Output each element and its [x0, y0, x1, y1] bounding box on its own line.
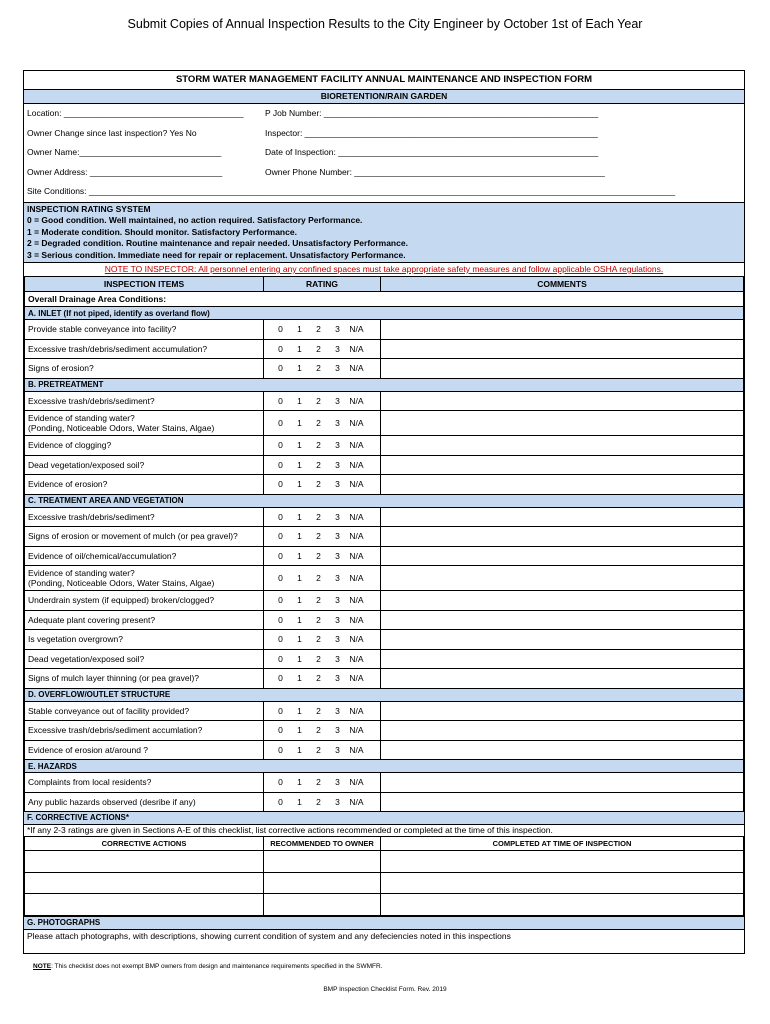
column-header-rating: RATING [264, 277, 381, 292]
rating-option[interactable]: 3 [335, 363, 340, 374]
rating-option[interactable]: 2 [316, 511, 321, 522]
rating-option[interactable]: N/A [349, 705, 364, 716]
inspection-item: Complaints from local residents? [25, 773, 264, 793]
rating-option[interactable]: N/A [349, 744, 364, 755]
table-row [25, 792, 744, 812]
section-title: B. PRETREATMENT [25, 378, 744, 391]
column-header-comments: COMMENTS [381, 277, 744, 292]
rating-option[interactable]: 0 [278, 395, 283, 406]
owner-address-field[interactable]: Owner Address: ____________________________ [27, 166, 223, 177]
rating-option[interactable]: 1 [297, 459, 302, 470]
table-row [25, 359, 744, 379]
rating-option[interactable]: N/A [349, 417, 364, 428]
corrective-cell[interactable] [381, 851, 744, 873]
rating-option[interactable]: 2 [316, 572, 321, 583]
table-row [25, 721, 744, 741]
rating-option[interactable]: 1 [297, 744, 302, 755]
rating-option[interactable]: 3 [335, 343, 340, 354]
table-row [25, 630, 744, 650]
column-header-completed: COMPLETED AT TIME OF INSPECTION [381, 837, 744, 851]
rating-option[interactable]: 2 [316, 479, 321, 490]
inspector-note [24, 262, 744, 276]
rating-option[interactable]: 0 [278, 777, 283, 788]
rating-option[interactable]: 0 [278, 653, 283, 664]
rating-option[interactable]: 2 [316, 459, 321, 470]
rating-cell [264, 339, 381, 359]
rating-option[interactable]: 0 [278, 324, 283, 335]
rating-cell [264, 391, 381, 411]
section-title: D. OVERFLOW/OUTLET STRUCTURE [25, 688, 744, 701]
rating-option[interactable]: 3 [335, 479, 340, 490]
table-row [25, 610, 744, 630]
column-header-recommended: RECOMMENDED TO OWNER [264, 837, 381, 851]
rating-option[interactable]: 3 [335, 440, 340, 451]
rating-line: 3 = Serious condition. Immediate need for repair or replacement. Unsatisfactory Performance. [27, 249, 406, 260]
rating-cell [264, 701, 381, 721]
comments-cell[interactable] [381, 320, 744, 340]
rating-option[interactable]: 2 [316, 673, 321, 684]
comments-cell[interactable] [381, 527, 744, 547]
rating-cell [264, 320, 381, 340]
rating-option[interactable]: 3 [335, 796, 340, 807]
table-row [25, 546, 744, 566]
section-row [25, 378, 744, 391]
table-row [25, 455, 744, 475]
rating-cell [264, 455, 381, 475]
rating-option[interactable]: 3 [335, 459, 340, 470]
rating-cell [264, 792, 381, 812]
rating-option[interactable]: 2 [316, 324, 321, 335]
rating-cell [264, 359, 381, 379]
owner-phone-field[interactable]: Owner Phone Number: _____________________________________________________ [265, 166, 605, 177]
rating-option[interactable]: 3 [335, 673, 340, 684]
rating-option[interactable]: 3 [335, 550, 340, 561]
rating-line: 0 = Good condition. Well maintained, no action required. Satisfactory Performance. [27, 215, 363, 225]
corrective-row [25, 851, 744, 873]
rating-option[interactable]: 1 [297, 479, 302, 490]
rating-option[interactable]: N/A [349, 531, 364, 542]
rating-cell [264, 436, 381, 456]
table-row [25, 740, 744, 760]
inspection-item: Dead vegetation/exposed soil? [25, 649, 264, 669]
section-row [25, 760, 744, 773]
rating-option[interactable]: 0 [278, 614, 283, 625]
rating-option[interactable]: N/A [349, 614, 364, 625]
field-row [24, 124, 744, 144]
table-row [25, 773, 744, 793]
rating-option[interactable]: 0 [278, 440, 283, 451]
rating-option[interactable]: 2 [316, 777, 321, 788]
rating-option[interactable]: 1 [297, 324, 302, 335]
footnote-label: NOTE [33, 963, 52, 970]
rating-option[interactable]: 2 [316, 634, 321, 645]
rating-option[interactable]: 2 [316, 653, 321, 664]
rating-option[interactable]: 1 [297, 653, 302, 664]
comments-cell[interactable] [381, 792, 744, 812]
rating-option[interactable]: N/A [349, 634, 364, 645]
section-row [25, 688, 744, 701]
comments-cell[interactable] [381, 610, 744, 630]
rating-option[interactable]: 1 [297, 614, 302, 625]
photographs-area[interactable] [24, 943, 744, 953]
corrective-cell[interactable] [381, 872, 744, 894]
corrective-cell[interactable] [264, 872, 381, 894]
rating-cell [264, 669, 381, 689]
field-row [24, 143, 744, 163]
rating-option[interactable]: N/A [349, 479, 364, 490]
comments-cell[interactable] [381, 740, 744, 760]
form-title: STORM WATER MANAGEMENT FACILITY ANNUAL MAINTENANCE AND INSPECTION FORM [24, 71, 744, 90]
corrective-row [25, 894, 744, 916]
rating-option[interactable]: 3 [335, 595, 340, 606]
rating-cell [264, 507, 381, 527]
rating-option[interactable]: 1 [297, 550, 302, 561]
rating-cell [264, 721, 381, 741]
rating-option[interactable]: 2 [316, 343, 321, 354]
comments-cell[interactable] [381, 701, 744, 721]
inspection-item: Adequate plant covering present? [25, 610, 264, 630]
rating-option[interactable]: 1 [297, 673, 302, 684]
corrective-cell[interactable] [264, 894, 381, 916]
table-row [25, 591, 744, 611]
rating-option[interactable]: 2 [316, 550, 321, 561]
rating-line: 2 = Degraded condition. Routine maintenance and repair needed. Unsatisfactory Performance. [27, 238, 408, 248]
footnote [33, 963, 382, 970]
comments-cell[interactable] [381, 436, 744, 456]
rating-option[interactable]: 2 [316, 395, 321, 406]
table-row [25, 701, 744, 721]
comments-cell[interactable] [381, 455, 744, 475]
table-row [25, 411, 744, 436]
rating-option[interactable]: 0 [278, 796, 283, 807]
rating-option[interactable]: 3 [335, 653, 340, 664]
rating-option[interactable]: 0 [278, 479, 283, 490]
section-row [25, 494, 744, 507]
rating-option[interactable]: 3 [335, 614, 340, 625]
table-row [25, 527, 744, 547]
rating-cell [264, 475, 381, 495]
rating-cell [264, 566, 381, 591]
rating-option[interactable]: N/A [349, 777, 364, 788]
overall-conditions-label: Overall Drainage Area Conditions: [25, 292, 744, 307]
rating-option[interactable]: N/A [349, 653, 364, 664]
rating-system [24, 202, 744, 263]
inspection-item: Evidence of erosion at/around ? [25, 740, 264, 760]
site-conditions-field[interactable]: Site Conditions: ____________________________________________________________________________________________________________________________ [27, 186, 676, 196]
owner-change-field[interactable]: Owner Change since last inspection? Yes No [27, 127, 197, 138]
rating-option[interactable]: 0 [278, 595, 283, 606]
comments-cell[interactable] [381, 546, 744, 566]
section-title: C. TREATMENT AREA AND VEGETATION [25, 494, 744, 507]
table-header [25, 277, 744, 292]
rating-option[interactable]: N/A [349, 595, 364, 606]
location-field[interactable]: Location: ______________________________________ [27, 108, 244, 118]
rating-cell [264, 610, 381, 630]
inspection-item: Evidence of standing water? (Ponding, Noticeable Odors, Water Stains, Algae) [25, 566, 264, 591]
inspection-item: Underdrain system (if equipped) broken/clogged? [25, 591, 264, 611]
inspector-note-text: NOTE TO INSPECTOR: All personnel entering any confined spaces must take appropriate safety measures and follow applicable OSHA regulations. [104, 264, 664, 274]
inspection-item: Evidence of oil/chemical/accumulation? [25, 546, 264, 566]
comments-cell[interactable] [381, 566, 744, 591]
table-row [25, 320, 744, 340]
rating-option[interactable]: 2 [316, 744, 321, 755]
rating-cell [264, 546, 381, 566]
overall-row [25, 292, 744, 307]
corrective-cell[interactable] [381, 894, 744, 916]
section-title: A. INLET (If not piped, identify as overland flow) [25, 307, 744, 320]
comments-cell[interactable] [381, 773, 744, 793]
rating-option[interactable]: 0 [278, 744, 283, 755]
rating-system-title: INSPECTION RATING SYSTEM [27, 203, 151, 214]
rating-option[interactable]: N/A [349, 440, 364, 451]
rating-option[interactable]: 1 [297, 796, 302, 807]
rating-line: 1 = Moderate condition. Should monitor. Satisfactory Performance. [27, 226, 297, 237]
comments-cell[interactable] [381, 721, 744, 741]
inspection-item: Evidence of clogging? [25, 436, 264, 456]
rating-option[interactable]: N/A [349, 363, 364, 374]
rating-option[interactable]: 0 [278, 343, 283, 354]
inspector-field[interactable]: Inspector: ______________________________________________________________ [265, 127, 598, 138]
rating-option[interactable]: 2 [316, 614, 321, 625]
rating-option[interactable]: N/A [349, 550, 364, 561]
comments-cell[interactable] [381, 669, 744, 689]
rating-option[interactable]: 0 [278, 550, 283, 561]
corrective-row [25, 872, 744, 894]
rating-option[interactable]: 0 [278, 634, 283, 645]
rating-option[interactable]: 1 [297, 531, 302, 542]
rating-option[interactable]: 0 [278, 725, 283, 736]
corrective-cell[interactable] [25, 872, 264, 894]
inspection-item: Signs of erosion? [25, 359, 264, 379]
photographs-title: G. PHOTOGRAPHS [24, 916, 744, 930]
table-row [25, 391, 744, 411]
section-row [25, 307, 744, 320]
table-row [25, 475, 744, 495]
rating-option[interactable]: 0 [278, 363, 283, 374]
field-row [24, 182, 744, 202]
rating-option[interactable]: 3 [335, 725, 340, 736]
rating-option[interactable]: 2 [316, 417, 321, 428]
corrective-cell[interactable] [25, 894, 264, 916]
table-row [25, 566, 744, 591]
corrective-actions-note: *If any 2-3 ratings are given in Sections A-E of this checklist, list corrective actions recommended or completed at the time of this inspection. [27, 825, 553, 835]
comments-cell[interactable] [381, 507, 744, 527]
rating-option[interactable]: 1 [297, 417, 302, 428]
rating-option[interactable]: 0 [278, 705, 283, 716]
rating-option[interactable]: 3 [335, 744, 340, 755]
rating-option[interactable]: 1 [297, 595, 302, 606]
rating-cell [264, 630, 381, 650]
table-row [25, 339, 744, 359]
comments-cell[interactable] [381, 359, 744, 379]
rating-option[interactable]: 2 [316, 595, 321, 606]
page-instruction: Submit Copies of Annual Inspection Results to the City Engineer by October 1st of Each Year [127, 17, 643, 31]
corrective-actions-table [24, 836, 744, 916]
rating-option[interactable]: 1 [297, 511, 302, 522]
inspection-form [23, 70, 745, 954]
rating-cell [264, 411, 381, 436]
rating-option[interactable]: 2 [316, 725, 321, 736]
rating-option[interactable]: 1 [297, 343, 302, 354]
rating-option[interactable]: N/A [349, 673, 364, 684]
footnote-text: : This checklist does not exempt BMP owners from design and maintenance requirements specified in the SWMFR. [51, 963, 383, 970]
rating-option[interactable]: 0 [278, 531, 283, 542]
table-row [25, 507, 744, 527]
corrective-cell[interactable] [25, 851, 264, 873]
column-header-corrective: CORRECTIVE ACTIONS [25, 837, 264, 851]
section-title: E. HAZARDS [25, 760, 744, 773]
rating-option[interactable]: 3 [335, 572, 340, 583]
inspection-item: Dead vegetation/exposed soil? [25, 455, 264, 475]
corrective-cell[interactable] [264, 851, 381, 873]
field-row [24, 104, 744, 124]
owner-name-field[interactable]: Owner Name:______________________________ [27, 147, 222, 157]
rating-option[interactable]: 3 [335, 705, 340, 716]
inspection-item: Signs of erosion or movement of mulch (or pea gravel)? [25, 527, 264, 547]
form-footer: BMP Inspection Checklist Form. Rev. 2019 [323, 986, 447, 993]
corrective-actions-title: F. CORRECTIVE ACTIONS* [24, 812, 744, 825]
comments-cell[interactable] [381, 591, 744, 611]
rating-option[interactable]: 1 [297, 777, 302, 788]
rating-option[interactable]: 1 [297, 634, 302, 645]
rating-cell [264, 649, 381, 669]
rating-option[interactable]: N/A [349, 725, 364, 736]
comments-cell[interactable] [381, 339, 744, 359]
form-subtitle: BIORETENTION/RAIN GARDEN [24, 90, 744, 104]
rating-option[interactable]: 1 [297, 363, 302, 374]
inspection-item: Excessive trash/debris/sediment? [25, 507, 264, 527]
rating-option[interactable]: N/A [349, 511, 364, 522]
rating-option[interactable]: 0 [278, 511, 283, 522]
rating-option[interactable]: 3 [335, 417, 340, 428]
rating-option[interactable]: N/A [349, 395, 364, 406]
comments-cell[interactable] [381, 391, 744, 411]
rating-option[interactable]: 1 [297, 705, 302, 716]
rating-option[interactable]: N/A [349, 459, 364, 470]
rating-option[interactable]: 0 [278, 572, 283, 583]
inspection-item: Evidence of standing water? (Ponding, Noticeable Odors, Water Stains, Algae) [25, 411, 264, 436]
rating-option[interactable]: N/A [349, 796, 364, 807]
rating-option[interactable]: 2 [316, 363, 321, 374]
rating-option[interactable]: 1 [297, 440, 302, 451]
inspection-item: Excessive trash/debris/sediment accumulation? [25, 339, 264, 359]
rating-option[interactable]: N/A [349, 343, 364, 354]
photographs-text: Please attach photographs, with descriptions, showing current condition of system and any defeciencies noted in this inspections [27, 930, 511, 941]
rating-option[interactable]: 1 [297, 725, 302, 736]
table-row [25, 649, 744, 669]
rating-cell [264, 773, 381, 793]
table-row [25, 669, 744, 689]
inspection-item: Any public hazards observed (desribe if any) [25, 792, 264, 812]
rating-cell [264, 740, 381, 760]
rating-option[interactable]: N/A [349, 324, 364, 335]
rating-cell [264, 591, 381, 611]
inspection-item: Excessive trash/debris/sediment accumlation? [25, 721, 264, 741]
date-of-inspection-field[interactable]: Date of Inspection: _______________________________________________________ [265, 147, 599, 157]
inspection-item: Evidence of erosion? [25, 475, 264, 495]
inspection-item: Provide stable conveyance into facility? [25, 320, 264, 340]
rating-cell [264, 527, 381, 547]
rating-option[interactable]: 3 [335, 634, 340, 645]
p-job-number-field[interactable]: P Job Number: __________________________________________________________ [265, 108, 599, 118]
comments-cell[interactable] [381, 649, 744, 669]
inspection-item: Signs of mulch layer thinning (or pea gravel)? [25, 669, 264, 689]
comments-cell[interactable] [381, 411, 744, 436]
inspection-item: Excessive trash/debris/sediment? [25, 391, 264, 411]
inspection-item: Stable conveyance out of facility provided? [25, 701, 264, 721]
rating-option[interactable]: 3 [335, 511, 340, 522]
inspection-item: Is vegetation overgrown? [25, 630, 264, 650]
rating-option[interactable]: 3 [335, 395, 340, 406]
inspection-table [24, 276, 744, 812]
comments-cell[interactable] [381, 475, 744, 495]
rating-option[interactable]: 0 [278, 673, 283, 684]
rating-option[interactable]: N/A [349, 572, 364, 583]
rating-option[interactable]: 2 [316, 796, 321, 807]
rating-option[interactable]: 3 [335, 531, 340, 542]
rating-option[interactable]: 0 [278, 417, 283, 428]
column-header-items: INSPECTION ITEMS [25, 277, 264, 292]
comments-cell[interactable] [381, 630, 744, 650]
rating-option[interactable]: 1 [297, 395, 302, 406]
table-row [25, 436, 744, 456]
rating-option[interactable]: 2 [316, 531, 321, 542]
field-row [24, 163, 744, 183]
rating-option[interactable]: 3 [335, 777, 340, 788]
rating-option[interactable]: 3 [335, 324, 340, 335]
rating-option[interactable]: 0 [278, 459, 283, 470]
rating-option[interactable]: 1 [297, 572, 302, 583]
corrective-header [25, 837, 744, 851]
rating-option[interactable]: 2 [316, 440, 321, 451]
rating-option[interactable]: 2 [316, 705, 321, 716]
